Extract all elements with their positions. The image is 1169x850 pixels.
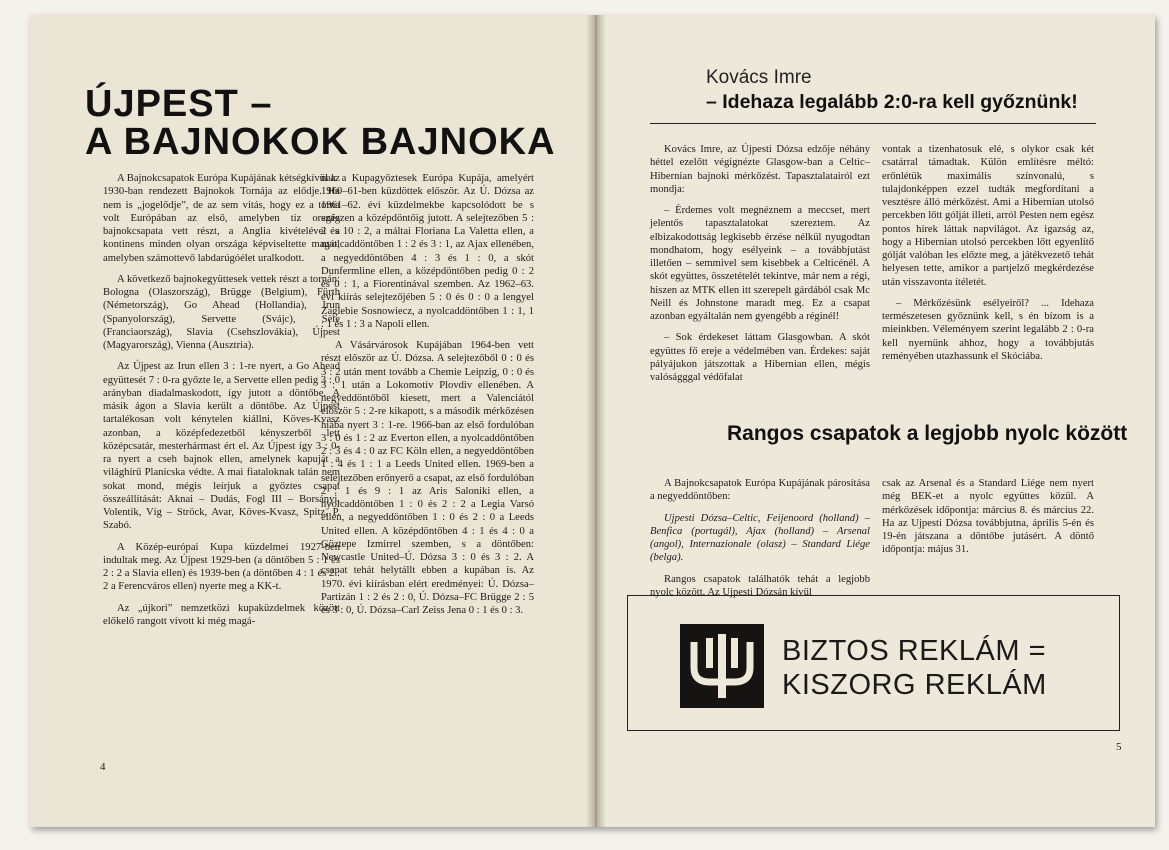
right-column-1 [650,143,870,392]
interview-headline: – Idehaza legalább 2:0-ra kell győznünk! [706,91,1078,113]
paragraph: A Közép-európai Kupa küzdelmei 1927-ben indultak meg. Az Újpest 1929-ben (a döntőben 5 : 1 és 2 : 2 a Slavia ellen) és 1939-ben (a döntőben 4 : 1 és 2 : 2 a Ferencváros ellen) nyerte meg a KK-t. [103,541,340,593]
paragraph: – Érdemes volt megnéznem a meccset, mert jelentős tapasztalatokat szereztem. Az elbizakodottság legkisebb érzése nélkül nyugodtan mondhatom, hogy esélyeink – a továbbjutást illetően – semmivel sem kisebbek a Celticénél. A skót együttes, összetételét tekintve, már nem a régi, hiszen az MTK ellen itt szerepelt gárdából csak Mc Neill és Johnstone maradt meg. Ez a csapat azonban egyáltalán nem gyengébb a réginél! [650,205,870,322]
advertisement-text [782,634,1047,702]
paragraph: nak a Kupagyőztesek Európa Kupája, amelyért 1960–61-ben küzdöttek először. Az Ú. Dózsa az 1961–62. évi küzdelmekbe kapcsolódott be s egészen a középdöntőig jutott. A selejtezőben 5 : 2 és 10 : 2, a máltai Floriana La Valetta ellen, a nyolcaddöntőben 1 : 2 és 3 : 1, az Ajax ellenében, a negyeddöntőben 4 : 3 és 1 : 0, a skót Dunfermline ellen, a középdöntőben pedig 0 : 2 és 0 : 1, a Fiorentinával szemben. Az 1962–63. évi kiírás selejtezőjében 5 : 0 és 0 : 0 a lengyel Zaglebie Sosnowiecz, a nyolcaddöntőben 1 : 1, 1 : 1 és 1 : 3 a Napoli ellen. [321,173,534,330]
paragraph: Ujpesti Dózsa–Celtic, Feijenoord (holland) – Benfica (portugál), Ajax (holland) – Arsenal (angol), Internazionale (olasz) – Standard Liége (belga). [650,512,870,564]
title-line-2: A BAJNOKOK BAJNOKA [85,121,556,163]
paragraph: A következő bajnokegyüttesek vettek részt a tornán: Bologna (Olaszország), Brügge (Belgium), Fürth (Németország), Go Ahead (Hollandia), Irun (Spanyolország), Servette (Svájc), Sète (Franciaország), Slavia (Csehszlovákia), Újpest (Magyarország), Vienna (Ausztria). [103,273,340,351]
article-title [85,85,565,161]
interview-author: Kovács Imre [706,67,812,88]
paragraph: Rangos csapatok találhatók tehát a legjobb nyolc között. Az Ujpesti Dózsán kívül [650,573,870,598]
left-page [30,15,594,827]
section-title: Rangos csapatok a legjobb nyolc között [727,422,1128,445]
right-column-4 [882,477,1094,565]
paragraph: Az Újpest az Irun ellen 3 : 1-re nyert, a Go Ahead együttesét 7 : 0-ra győzte le, a Servette ellen pedig 3 : 0 arányban diadalmaskodott, így jutott a döntőbe. A másik ágon a Slavia került a döntőbe. Az Újpest tartalékosan volt kénytelen kiállni, Köves-Kvasz azonban, a középfedezetből kényszerből lett középcsatár, mesterhármast ért el. Az Újpest így 3 : 0-ra nyert a cseh bajnok ellen, amelynek kapuját a világhírű Planicska védte. A mai fiataloknak talán nem sokat mond, mégis leírjuk a győztes csapat összeállítását: Aknai – Dudás, Fogl III – Borsányi, Volentik, Víg – Ströck, Avar, Köves-Kvasz, Spitz, P. Szabó. [103,361,340,532]
right-column-2 [882,143,1094,371]
paragraph: Az „újkori” nemzetközi kupaküzdelmek között előkelő rangott vívott ki még magá- [103,602,340,627]
kiszorg-logo-icon [680,624,764,708]
book-gutter [586,15,606,827]
title-line-1: ÚJPEST – [85,83,273,125]
ad-line-1: BIZTOS REKLÁM = [782,635,1047,667]
magazine-spread [30,15,1155,827]
paragraph: A Bajnokcsapatok Európa Kupájának párosítása a negyeddöntőben: [650,478,870,503]
divider [650,123,1096,124]
advertisement-box [627,595,1120,731]
right-page [596,15,1155,827]
paragraph: Kovács Imre, az Újpesti Dózsa edzője néhány héttel ezelőtt végignézte Glasgow-ban a Celtic–Hibernian bajnoki mérkőzést. Tapasztalatairól ezt mondja: [650,144,870,195]
paragraph: csak az Arsenal és a Standard Liége nem nyert még BEK-et a nyolc együttes közül. A mérkőzések időpontja: március 8. és március 22. Ha az Ujpesti Dózsa továbbjutna, április 5-én és 19-én játszana a döntőbe jutásért. A döntő időpontja: május 31. [882,478,1094,556]
paragraph: A Bajnokcsapatok Európa Kupájának kétségkívül az 1930-ban rendezett Bajnokok Tornája az elődje. Ha nem is „jogelődje”, de az sem vitás, hogy ez a torna volt Európában az első, amelyben tíz ország bajnokcsapata vett részt, a Anglia kivételével a kontinens minden olyan országa képviseltette magát, amelyben számottevő labdarúgóélet uralkodott. [103,173,340,264]
paragraph: – Sok érdekeset láttam Glasgowban. A skót együttes fő ereje a védelmében van. Érdekes: saját pályájukon játszottak a Hibernian ellen, mégis valóságggal védőfalat [650,332,870,383]
page-number: 4 [100,761,106,773]
right-column-3 [650,477,870,607]
page-number: 5 [1116,741,1122,753]
left-column-1 [103,172,340,636]
paragraph: A Vásárvárosok Kupájában 1964-ben vett részt először az Ú. Dózsa. A selejtezőből 0 : 0 és 3 : 2 után ment tovább a Chemie Leipzig, 0 : 0 és 3 : 1 után a Lokomotív Plovdiv ellenében. A negyeddöntőből kiesett, mert a Valenciától először 5 : 2-re kikapott, s a második mérkőzésen hiába nyert 3 : 1-re. 1966-ban az első fordulóban 3 : 0 és 1 : 2 az Everton ellen, a nyolcaddöntőben 2 : 3 és 4 : 0 az FC Köln ellen, a negyeddöntőben 1 : 4 és 1 : 1 a Leeds United ellen. 1969-ben a selejtezőben erőnyerő a csapat, az első fordulóban 2 : 1 és 9 : 1 az Aris Saloniki ellen, a nyolcaddöntőben 1 : 0 és 2 : 2 a Legia Varsó ellen, a negyeddöntőben 1 : 0 és 2 : 0 a Leeds United ellen. A középdöntőben 4 : 1 és 4 : 0 a Göztepe Izmirrel szemben, s a döntőben: Newcastle United–Ú. Dózsa 3 : 0 és 3 : 2. A csapat tehát helytállt ebben a kupában is. Az 1970. évi kiírásban elért eredményei: Ú. Dózsa–Partizán 1 : 2 és 2 : 0, Ú. Dózsa–FC Brügge 2 : 5 és 3 : 0, Ú. Dózsa–Carl Zeiss Jena 0 : 1 és 0 : 3. [321,340,534,616]
paragraph: vontak a tizenhatosuk elé, s olykor csak két csatárral támadtak. Külön említésre méltó: erőnlétük maximális színvonalú, s tulajdonképpen ezzel tudták megfordítani a vesztésre álló mérkőzést. Ami a Hibernian utolsó percekben lőtt gólját illeti, arról Pesten nem egész pontos hírek láttak napvilágot. Az igazság az, hogy a Hibernian utolsó percekben lőtt egyenlítő gólját valóban les előzte meg, a játékvezető tehát helyesen tette, amikor a partjelző megkérdezése után visszavonta ítéletét. [882,144,1094,288]
paragraph: – Mérkőzésünk esélyeiről? ... Idehaza természetesen győznünk kell, s én bízom is a mieinkben. Véleményem szerint legalább 2 : 0-ra kell nyernünk ahhoz, hogy a továbbjutás reményében utazhassunk el Skóciába. [882,297,1094,362]
left-column-2 [321,172,534,625]
ad-line-2: KISZORG REKLÁM [782,669,1047,701]
